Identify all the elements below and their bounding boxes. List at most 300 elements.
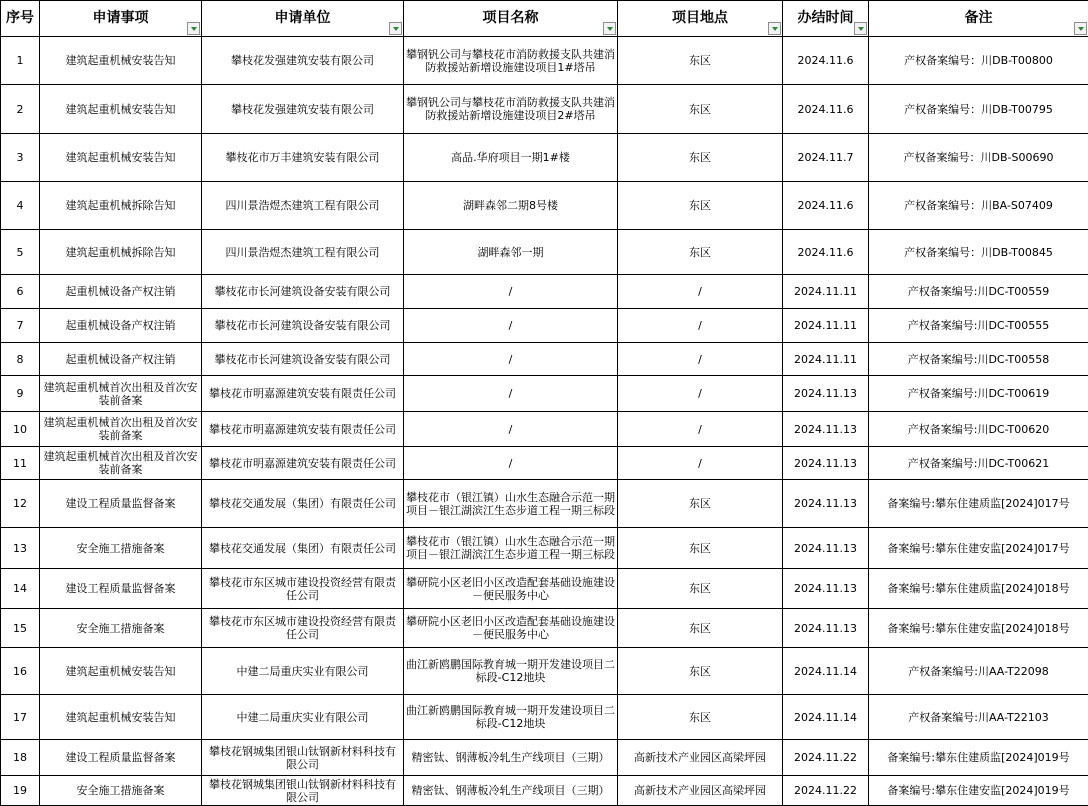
cell-remark[interactable] bbox=[869, 695, 1088, 740]
cell-seq-text: 7 bbox=[16, 319, 24, 332]
cell-item-text: 建设工程质量监督备案 bbox=[65, 751, 176, 764]
cell-remark-text: 产权备案编号：川DB-S00690 bbox=[903, 151, 1054, 164]
cell-seq-text: 18 bbox=[13, 751, 27, 764]
header-item: 申请事项 bbox=[40, 1, 202, 37]
cell-item[interactable] bbox=[40, 275, 202, 309]
cell-item-text: 起重机械设备产权注销 bbox=[65, 285, 176, 298]
cell-unit[interactable] bbox=[202, 648, 404, 695]
cell-remark[interactable] bbox=[869, 376, 1088, 412]
cell-remark-text: 产权备案编号：川DB-T00795 bbox=[904, 102, 1053, 116]
table-row bbox=[1, 412, 1088, 447]
cell-seq-text: 6 bbox=[16, 285, 24, 298]
cell-location[interactable] bbox=[618, 412, 783, 447]
cell-date-text: 2024.11.13 bbox=[794, 387, 857, 400]
cell-project[interactable] bbox=[404, 182, 618, 230]
cell-remark[interactable] bbox=[869, 230, 1088, 275]
cell-location[interactable] bbox=[618, 480, 783, 528]
cell-unit-text: 攀枝花市东区城市建设投资经营有限责任公司 bbox=[209, 615, 396, 641]
cell-date-text: 2024.11.11 bbox=[794, 352, 857, 366]
cell-project-text: 曲江新鸥鹏国际教育城一期开发建设项目二标段-C12地块 bbox=[406, 704, 615, 730]
cell-seq[interactable] bbox=[1, 134, 40, 182]
cell-remark-text: 产权备案编号:川AA-T22103 bbox=[908, 710, 1049, 724]
header-row bbox=[1, 1, 1088, 37]
cell-seq[interactable] bbox=[1, 447, 40, 480]
cell-unit-text: 攀枝花交通发展（集团）有限责任公司 bbox=[209, 497, 396, 510]
table-row bbox=[1, 480, 1088, 528]
cell-item[interactable] bbox=[40, 37, 202, 85]
cell-project-text: / bbox=[508, 319, 513, 332]
cell-item-text: 建筑起重机械首次出租及首次安装前备案 bbox=[43, 450, 198, 476]
cell-remark-text: 产权备案编号:川AA-T22098 bbox=[908, 664, 1049, 678]
header-seq: 序号 bbox=[1, 1, 40, 37]
cell-remark[interactable] bbox=[869, 309, 1088, 343]
cell-unit-text: 攀枝花市明嘉源建筑安装有限责任公司 bbox=[209, 456, 396, 470]
cell-remark-text: 产权备案编号：川BA-S07409 bbox=[904, 199, 1053, 212]
cell-date[interactable] bbox=[783, 776, 869, 806]
cell-remark[interactable] bbox=[869, 648, 1088, 695]
cell-project[interactable] bbox=[404, 134, 618, 182]
cell-project[interactable] bbox=[404, 275, 618, 309]
cell-remark[interactable] bbox=[869, 609, 1088, 648]
cell-project-text: 攀研院小区老旧小区改造配套基础设施建设－便民服务中心 bbox=[406, 615, 615, 641]
cell-remark[interactable] bbox=[869, 412, 1088, 447]
cell-item-text: 安全施工措施备案 bbox=[76, 784, 165, 797]
cell-seq[interactable] bbox=[1, 776, 40, 806]
cell-remark-text: 备案编号:攀东住建质监[2024]018号 bbox=[887, 582, 1070, 595]
cell-location-text: 东区 bbox=[689, 151, 711, 164]
cell-unit-text: 攀枝花发强建筑安装有限公司 bbox=[231, 102, 374, 116]
cell-date-text: 2024.11.22 bbox=[794, 751, 857, 764]
cell-item[interactable] bbox=[40, 648, 202, 695]
cell-project-text: 攀枝花市（银江镇）山水生态融合示范一期项目－银江湖滨江生态步道工程一期三标段 bbox=[406, 490, 615, 517]
cell-item[interactable] bbox=[40, 85, 202, 134]
cell-unit-text: 攀枝花交通发展（集团）有限责任公司 bbox=[209, 541, 396, 555]
cell-unit[interactable] bbox=[202, 182, 404, 230]
cell-remark-text: 备案编号:攀东住建安监[2024]017号 bbox=[887, 541, 1070, 555]
cell-seq-text: 9 bbox=[16, 387, 24, 400]
cell-project-text: 高品.华府项目一期1#楼 bbox=[451, 151, 570, 164]
header-date: 办结时间 bbox=[783, 1, 869, 37]
table-row bbox=[1, 695, 1088, 740]
cell-seq[interactable] bbox=[1, 569, 40, 609]
cell-date[interactable] bbox=[783, 230, 869, 275]
table-row bbox=[1, 609, 1088, 648]
cell-item-text: 建筑起重机械安装告知 bbox=[65, 710, 176, 724]
cell-unit[interactable] bbox=[202, 85, 404, 134]
cell-date[interactable] bbox=[783, 343, 869, 376]
cell-date-text: 2024.11.11 bbox=[794, 319, 857, 332]
cell-project-text: 湖畔森邻二期8号楼 bbox=[463, 199, 558, 212]
cell-project[interactable] bbox=[404, 309, 618, 343]
cell-project[interactable] bbox=[404, 230, 618, 275]
cell-remark[interactable] bbox=[869, 37, 1088, 85]
cell-item[interactable] bbox=[40, 480, 202, 528]
cell-date-text: 2024.11.13 bbox=[794, 456, 857, 470]
cell-item[interactable] bbox=[40, 412, 202, 447]
cell-project[interactable] bbox=[404, 376, 618, 412]
cell-seq[interactable] bbox=[1, 695, 40, 740]
cell-seq[interactable] bbox=[1, 37, 40, 85]
filter-dropdown-icon[interactable] bbox=[854, 22, 867, 35]
cell-seq[interactable] bbox=[1, 85, 40, 134]
cell-location[interactable] bbox=[618, 695, 783, 740]
cell-location[interactable] bbox=[618, 528, 783, 569]
cell-project[interactable] bbox=[404, 85, 618, 134]
cell-location-text: 东区 bbox=[689, 621, 711, 635]
cell-location-text: 东区 bbox=[689, 582, 711, 595]
cell-project-text: 攀钢钒公司与攀枝花市消防救援支队共建消防救援站新增设施建设项目1#塔吊 bbox=[406, 47, 615, 74]
cell-date[interactable] bbox=[783, 376, 869, 412]
cell-seq[interactable] bbox=[1, 609, 40, 648]
cell-unit[interactable] bbox=[202, 569, 404, 609]
cell-location-text: 高新技术产业园区高梁坪园 bbox=[634, 751, 766, 764]
cell-date[interactable] bbox=[783, 85, 869, 134]
cell-remark-text: 备案编号:攀东住建安监[2024]019号 bbox=[887, 784, 1070, 797]
cell-unit[interactable] bbox=[202, 740, 404, 776]
cell-unit-text: 攀枝花钢城集团银山钛钢新材料科技有限公司 bbox=[209, 744, 396, 771]
cell-unit[interactable] bbox=[202, 609, 404, 648]
cell-date[interactable] bbox=[783, 648, 869, 695]
cell-seq[interactable] bbox=[1, 182, 40, 230]
cell-project-text: / bbox=[508, 352, 513, 366]
cell-seq-text: 11 bbox=[13, 456, 27, 470]
cell-seq[interactable] bbox=[1, 275, 40, 309]
cell-unit[interactable] bbox=[202, 343, 404, 376]
cell-location[interactable] bbox=[618, 343, 783, 376]
cell-project[interactable] bbox=[404, 447, 618, 480]
cell-remark-text: 产权备案编号：川DB-T00845 bbox=[904, 245, 1053, 259]
cell-remark[interactable] bbox=[869, 134, 1088, 182]
cell-unit[interactable] bbox=[202, 134, 404, 182]
cell-date[interactable] bbox=[783, 447, 869, 480]
cell-remark[interactable] bbox=[869, 569, 1088, 609]
cell-date[interactable] bbox=[783, 182, 869, 230]
cell-item-text: 建筑起重机械安装告知 bbox=[65, 151, 176, 164]
cell-remark[interactable] bbox=[869, 776, 1088, 806]
cell-date-text: 2024.11.14 bbox=[794, 664, 857, 678]
table-row bbox=[1, 740, 1088, 776]
table-row bbox=[1, 447, 1088, 480]
cell-location[interactable] bbox=[618, 37, 783, 85]
cell-date[interactable] bbox=[783, 309, 869, 343]
cell-item-text: 安全施工措施备案 bbox=[76, 541, 165, 555]
cell-project[interactable] bbox=[404, 609, 618, 648]
cell-seq-text: 19 bbox=[13, 784, 27, 797]
cell-unit-text: 攀枝花钢城集团银山钛钢新材料科技有限公司 bbox=[209, 777, 396, 804]
cell-date[interactable] bbox=[783, 569, 869, 609]
cell-date[interactable] bbox=[783, 609, 869, 648]
header-location: 项目地点 bbox=[618, 1, 783, 37]
cell-project-text: 精密钛、钢薄板冷轧生产线项目（三期） bbox=[411, 751, 610, 764]
cell-project[interactable] bbox=[404, 695, 618, 740]
cell-remark-text: 备案编号:攀东住建安监[2024]018号 bbox=[887, 621, 1070, 635]
cell-unit[interactable] bbox=[202, 776, 404, 806]
cell-location[interactable] bbox=[618, 309, 783, 343]
cell-location-text: 高新技术产业园区高梁坪园 bbox=[634, 784, 766, 797]
cell-remark-text: 产权备案编号:川DC-T00619 bbox=[907, 387, 1050, 400]
cell-item-text: 建设工程质量监督备案 bbox=[65, 582, 176, 595]
cell-date-text: 2024.11.22 bbox=[794, 784, 857, 797]
table-row bbox=[1, 275, 1088, 309]
cell-item[interactable] bbox=[40, 376, 202, 412]
cell-date-text: 2024.11.13 bbox=[794, 621, 857, 635]
cell-seq-text: 4 bbox=[16, 199, 24, 212]
cell-remark[interactable] bbox=[869, 740, 1088, 776]
cell-seq[interactable] bbox=[1, 648, 40, 695]
cell-unit[interactable] bbox=[202, 275, 404, 309]
cell-location-text: 东区 bbox=[689, 102, 711, 116]
cell-project[interactable] bbox=[404, 528, 618, 569]
cell-seq-text: 13 bbox=[13, 541, 27, 555]
cell-item-text: 安全施工措施备案 bbox=[76, 621, 165, 635]
table-row bbox=[1, 528, 1088, 569]
table-row bbox=[1, 376, 1088, 412]
cell-project-text: 攀枝花市（银江镇）山水生态融合示范一期项目－银江湖滨江生态步道工程一期三标段 bbox=[406, 535, 615, 561]
cell-remark[interactable] bbox=[869, 480, 1088, 528]
cell-remark-text: 备案编号:攀东住建质监[2024]019号 bbox=[887, 751, 1070, 764]
cell-location-text: / bbox=[698, 352, 702, 366]
cell-unit[interactable] bbox=[202, 309, 404, 343]
cell-unit[interactable] bbox=[202, 412, 404, 447]
filter-dropdown-icon[interactable] bbox=[389, 22, 402, 35]
cell-remark-text: 产权备案编号：川DB-T00800 bbox=[904, 54, 1053, 67]
cell-project[interactable] bbox=[404, 412, 618, 447]
cell-seq-text: 14 bbox=[13, 582, 27, 595]
cell-project[interactable] bbox=[404, 480, 618, 528]
cell-seq-text: 5 bbox=[16, 245, 24, 259]
cell-location[interactable] bbox=[618, 230, 783, 275]
cell-location-text: / bbox=[698, 456, 702, 470]
cell-unit-text: 四川景浩煜杰建筑工程有限公司 bbox=[225, 245, 380, 259]
cell-unit[interactable] bbox=[202, 230, 404, 275]
filter-dropdown-icon[interactable] bbox=[1074, 22, 1087, 35]
cell-unit-text: 攀枝花市长河建筑设备安装有限公司 bbox=[214, 319, 391, 332]
cell-seq-text: 10 bbox=[13, 422, 27, 436]
cell-seq-text: 17 bbox=[13, 710, 27, 724]
cell-location[interactable] bbox=[618, 134, 783, 182]
cell-date-text: 2024.11.7 bbox=[797, 151, 854, 164]
cell-location[interactable] bbox=[618, 376, 783, 412]
cell-unit-text: 攀枝花市万丰建筑安装有限公司 bbox=[225, 151, 380, 164]
cell-remark[interactable] bbox=[869, 182, 1088, 230]
cell-project-text: / bbox=[508, 387, 513, 400]
cell-seq-text: 15 bbox=[13, 621, 27, 635]
cell-item-text: 建设工程质量监督备案 bbox=[65, 497, 176, 510]
cell-remark[interactable] bbox=[869, 85, 1088, 134]
cell-location-text: 东区 bbox=[689, 199, 711, 212]
cell-seq[interactable] bbox=[1, 309, 40, 343]
cell-location-text: / bbox=[698, 387, 702, 400]
cell-unit[interactable] bbox=[202, 528, 404, 569]
cell-date[interactable] bbox=[783, 695, 869, 740]
cell-location[interactable] bbox=[618, 447, 783, 480]
cell-project-text: / bbox=[508, 456, 513, 470]
cell-item-text: 建筑起重机械首次出租及首次安装前备案 bbox=[43, 416, 198, 442]
cell-unit-text: 攀枝花市明嘉源建筑安装有限责任公司 bbox=[209, 387, 396, 400]
cell-location-text: 东区 bbox=[689, 541, 711, 555]
cell-location-text: / bbox=[698, 319, 702, 332]
cell-date[interactable] bbox=[783, 740, 869, 776]
cell-date-text: 2024.11.13 bbox=[794, 582, 857, 595]
cell-unit[interactable] bbox=[202, 37, 404, 85]
cell-remark-text: 产权备案编号:川DC-T00620 bbox=[907, 422, 1050, 436]
cell-unit-text: 攀枝花发强建筑安装有限公司 bbox=[231, 54, 374, 67]
table-row bbox=[1, 134, 1088, 182]
table-row bbox=[1, 343, 1088, 376]
cell-location[interactable] bbox=[618, 740, 783, 776]
cell-unit-text: 攀枝花市长河建筑设备安装有限公司 bbox=[214, 352, 391, 366]
filter-dropdown-icon[interactable] bbox=[768, 22, 781, 35]
cell-item-text: 建筑起重机械拆除告知 bbox=[65, 199, 176, 212]
cell-location-text: 东区 bbox=[689, 54, 711, 67]
cell-unit-text: 中建二局重庆实业有限公司 bbox=[236, 664, 369, 678]
table-row bbox=[1, 776, 1088, 806]
cell-project-text: 湖畔森邻一期 bbox=[477, 245, 544, 259]
cell-seq-text: 16 bbox=[13, 664, 27, 678]
table-row bbox=[1, 309, 1088, 343]
cell-project-text: 曲江新鸥鹏国际教育城一期开发建设项目二标段-C12地块 bbox=[406, 658, 615, 684]
cell-location-text: 东区 bbox=[689, 664, 711, 678]
cell-item-text: 建筑起重机械安装告知 bbox=[65, 102, 176, 116]
cell-item[interactable] bbox=[40, 695, 202, 740]
table-row bbox=[1, 37, 1088, 85]
cell-remark-text: 产权备案编号:川DC-T00621 bbox=[907, 456, 1050, 470]
cell-location-text: / bbox=[698, 422, 702, 436]
cell-seq-text: 2 bbox=[16, 102, 24, 116]
table-row bbox=[1, 648, 1088, 695]
cell-seq-text: 12 bbox=[13, 497, 27, 510]
cell-unit-text: 攀枝花市长河建筑设备安装有限公司 bbox=[214, 285, 391, 298]
table-row bbox=[1, 569, 1088, 609]
cell-unit[interactable] bbox=[202, 447, 404, 480]
cell-item[interactable] bbox=[40, 309, 202, 343]
cell-location-text: 东区 bbox=[689, 245, 711, 259]
cell-date[interactable] bbox=[783, 134, 869, 182]
cell-item-text: 建筑起重机械安装告知 bbox=[65, 664, 176, 678]
cell-date[interactable] bbox=[783, 412, 869, 447]
cell-date[interactable] bbox=[783, 275, 869, 309]
cell-unit-text: 四川景浩煜杰建筑工程有限公司 bbox=[225, 199, 380, 212]
table-row bbox=[1, 182, 1088, 230]
cell-unit-text: 攀枝花市明嘉源建筑安装有限责任公司 bbox=[209, 422, 396, 436]
cell-item[interactable] bbox=[40, 230, 202, 275]
filter-dropdown-icon[interactable] bbox=[603, 22, 616, 35]
cell-project-text: / bbox=[508, 422, 513, 436]
cell-project-text: 精密钛、钢薄板冷轧生产线项目（三期） bbox=[411, 784, 610, 797]
cell-remark[interactable] bbox=[869, 447, 1088, 480]
cell-item-text: 建筑起重机械首次出租及首次安装前备案 bbox=[43, 380, 198, 407]
cell-date-text: 2024.11.6 bbox=[797, 245, 854, 259]
cell-seq[interactable] bbox=[1, 230, 40, 275]
cell-location[interactable] bbox=[618, 182, 783, 230]
cell-item-text: 起重机械设备产权注销 bbox=[65, 352, 176, 366]
cell-location-text: 东区 bbox=[689, 710, 711, 724]
cell-project[interactable] bbox=[404, 776, 618, 806]
cell-date[interactable] bbox=[783, 528, 869, 569]
cell-seq[interactable] bbox=[1, 412, 40, 447]
cell-location[interactable] bbox=[618, 609, 783, 648]
cell-date-text: 2024.11.6 bbox=[797, 199, 854, 212]
cell-item[interactable] bbox=[40, 182, 202, 230]
cell-project[interactable] bbox=[404, 343, 618, 376]
cell-location-text: / bbox=[698, 285, 702, 298]
cell-project[interactable] bbox=[404, 740, 618, 776]
table-body bbox=[1, 37, 1088, 806]
cell-seq[interactable] bbox=[1, 343, 40, 376]
cell-unit-text: 中建二局重庆实业有限公司 bbox=[236, 710, 369, 724]
cell-item[interactable] bbox=[40, 134, 202, 182]
cell-date-text: 2024.11.13 bbox=[794, 497, 857, 510]
cell-unit[interactable] bbox=[202, 480, 404, 528]
cell-project-text: 攀钢钒公司与攀枝花市消防救援支队共建消防救援站新增设施建设项目2#塔吊 bbox=[406, 96, 615, 122]
cell-seq-text: 1 bbox=[16, 54, 24, 67]
cell-date-text: 2024.11.11 bbox=[794, 285, 857, 298]
cell-remark[interactable] bbox=[869, 528, 1088, 569]
cell-item-text: 建筑起重机械拆除告知 bbox=[65, 245, 176, 259]
cell-seq[interactable] bbox=[1, 376, 40, 412]
cell-item[interactable] bbox=[40, 343, 202, 376]
cell-date[interactable] bbox=[783, 480, 869, 528]
cell-location[interactable] bbox=[618, 275, 783, 309]
cell-remark-text: 备案编号:攀东住建质监[2024]017号 bbox=[887, 497, 1070, 510]
cell-seq[interactable] bbox=[1, 528, 40, 569]
cell-location[interactable] bbox=[618, 85, 783, 134]
table-row bbox=[1, 230, 1088, 275]
cell-project[interactable] bbox=[404, 569, 618, 609]
cell-item[interactable] bbox=[40, 776, 202, 806]
cell-date-text: 2024.11.14 bbox=[794, 710, 857, 724]
table-row bbox=[1, 85, 1088, 134]
cell-location[interactable] bbox=[618, 776, 783, 806]
cell-seq[interactable] bbox=[1, 480, 40, 528]
cell-item[interactable] bbox=[40, 569, 202, 609]
cell-date-text: 2024.11.13 bbox=[794, 422, 857, 436]
cell-unit[interactable] bbox=[202, 376, 404, 412]
cell-location[interactable] bbox=[618, 648, 783, 695]
cell-project-text: / bbox=[508, 285, 513, 298]
cell-remark[interactable] bbox=[869, 343, 1088, 376]
cell-date-text: 2024.11.6 bbox=[797, 102, 854, 116]
cell-seq[interactable] bbox=[1, 740, 40, 776]
filter-dropdown-icon[interactable] bbox=[187, 22, 200, 35]
cell-unit-text: 攀枝花市东区城市建设投资经营有限责任公司 bbox=[209, 575, 396, 602]
header-remark: 备注 bbox=[869, 1, 1088, 37]
cell-remark-text: 产权备案编号:川DC-T00559 bbox=[907, 285, 1050, 298]
cell-date-text: 2024.11.6 bbox=[797, 54, 854, 67]
cell-remark-text: 产权备案编号:川DC-T00558 bbox=[907, 352, 1050, 366]
header-unit: 申请单位 bbox=[202, 1, 404, 37]
cell-remark[interactable] bbox=[869, 275, 1088, 309]
header-project: 项目名称 bbox=[404, 1, 618, 37]
cell-unit[interactable] bbox=[202, 695, 404, 740]
cell-item-text: 起重机械设备产权注销 bbox=[65, 319, 176, 332]
cell-date[interactable] bbox=[783, 37, 869, 85]
cell-project-text: 攀研院小区老旧小区改造配套基础设施建设－便民服务中心 bbox=[406, 575, 615, 602]
cell-remark-text: 产权备案编号:川DC-T00555 bbox=[907, 319, 1050, 332]
cell-location[interactable] bbox=[618, 569, 783, 609]
cell-project[interactable] bbox=[404, 37, 618, 85]
cell-seq-text: 3 bbox=[16, 151, 24, 164]
cell-item[interactable] bbox=[40, 609, 202, 648]
cell-location-text: 东区 bbox=[689, 497, 711, 510]
cell-item-text: 建筑起重机械安装告知 bbox=[65, 54, 176, 67]
cell-item[interactable] bbox=[40, 447, 202, 480]
cell-date-text: 2024.11.13 bbox=[794, 541, 857, 555]
cell-item[interactable] bbox=[40, 528, 202, 569]
cell-item[interactable] bbox=[40, 740, 202, 776]
cell-seq-text: 8 bbox=[16, 352, 24, 366]
cell-project[interactable] bbox=[404, 648, 618, 695]
